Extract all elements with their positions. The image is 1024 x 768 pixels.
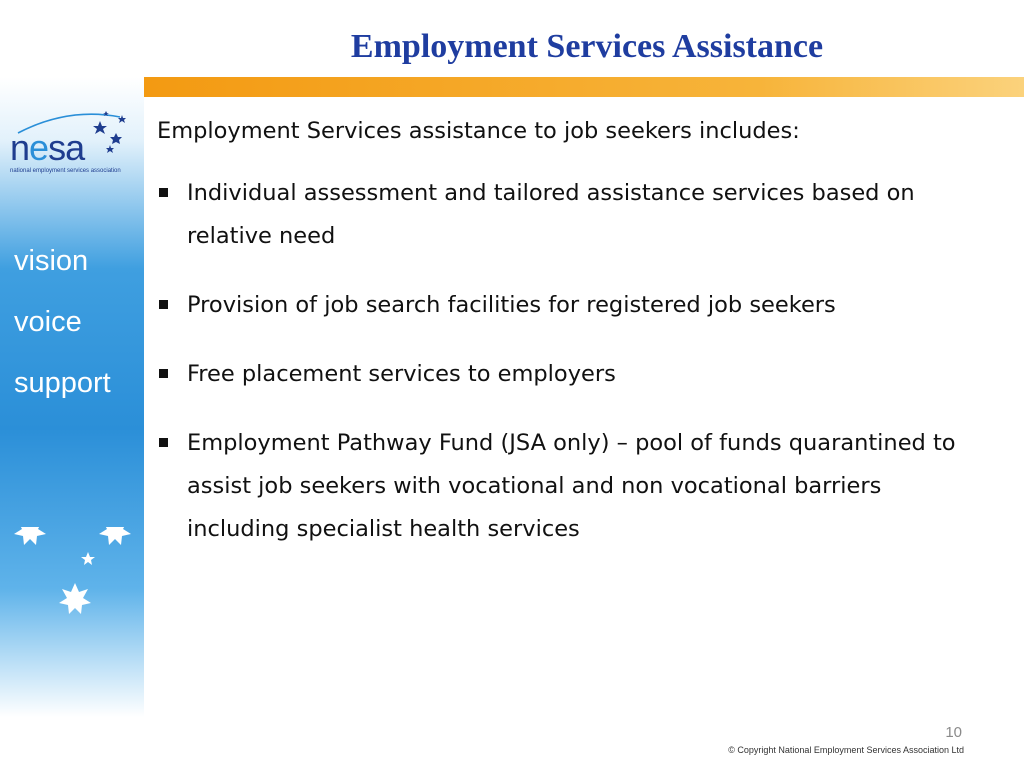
header-accent-bar: [144, 77, 1024, 97]
sidebar: [0, 77, 144, 717]
bullet-list: [157, 172, 997, 551]
nesa-logo: [8, 105, 136, 177]
square-bullet-icon: [159, 369, 168, 378]
bullet-text: Employment Pathway Fund (JSA only) – pool of funds quarantined to assist job seekers with vocational and non vocational barriers including specialist health services: [187, 430, 956, 542]
bullet-item: [157, 172, 977, 258]
slide-body: [157, 118, 997, 577]
bullet-item: [157, 422, 977, 551]
square-bullet-icon: [159, 438, 168, 447]
logo-text: nesa: [10, 127, 85, 168]
bullet-text: Free placement services to employers: [187, 361, 616, 387]
intro-text: Employment Services assistance to job seekers includes:: [157, 118, 800, 144]
bullet-item: [157, 284, 977, 327]
tagline-support: support: [14, 367, 111, 399]
copyright-notice: © Copyright National Employment Services Association Ltd: [728, 745, 964, 755]
logo-wordmark: [10, 127, 84, 169]
slide-title: Employment Services Assistance: [350, 28, 824, 65]
tagline-vision: vision: [14, 245, 89, 277]
bullet-item: [157, 353, 977, 396]
bullet-text: Provision of job search facilities for registered job seekers: [187, 292, 836, 318]
southern-cross-icon: [0, 527, 144, 707]
square-bullet-icon: [159, 188, 168, 197]
page-number: 10: [945, 724, 962, 741]
square-bullet-icon: [159, 300, 168, 309]
tagline-voice: voice: [14, 306, 82, 338]
bullet-text: Individual assessment and tailored assistance services based on relative need: [187, 180, 915, 249]
logo-subtitle: national employment services association: [10, 168, 121, 174]
